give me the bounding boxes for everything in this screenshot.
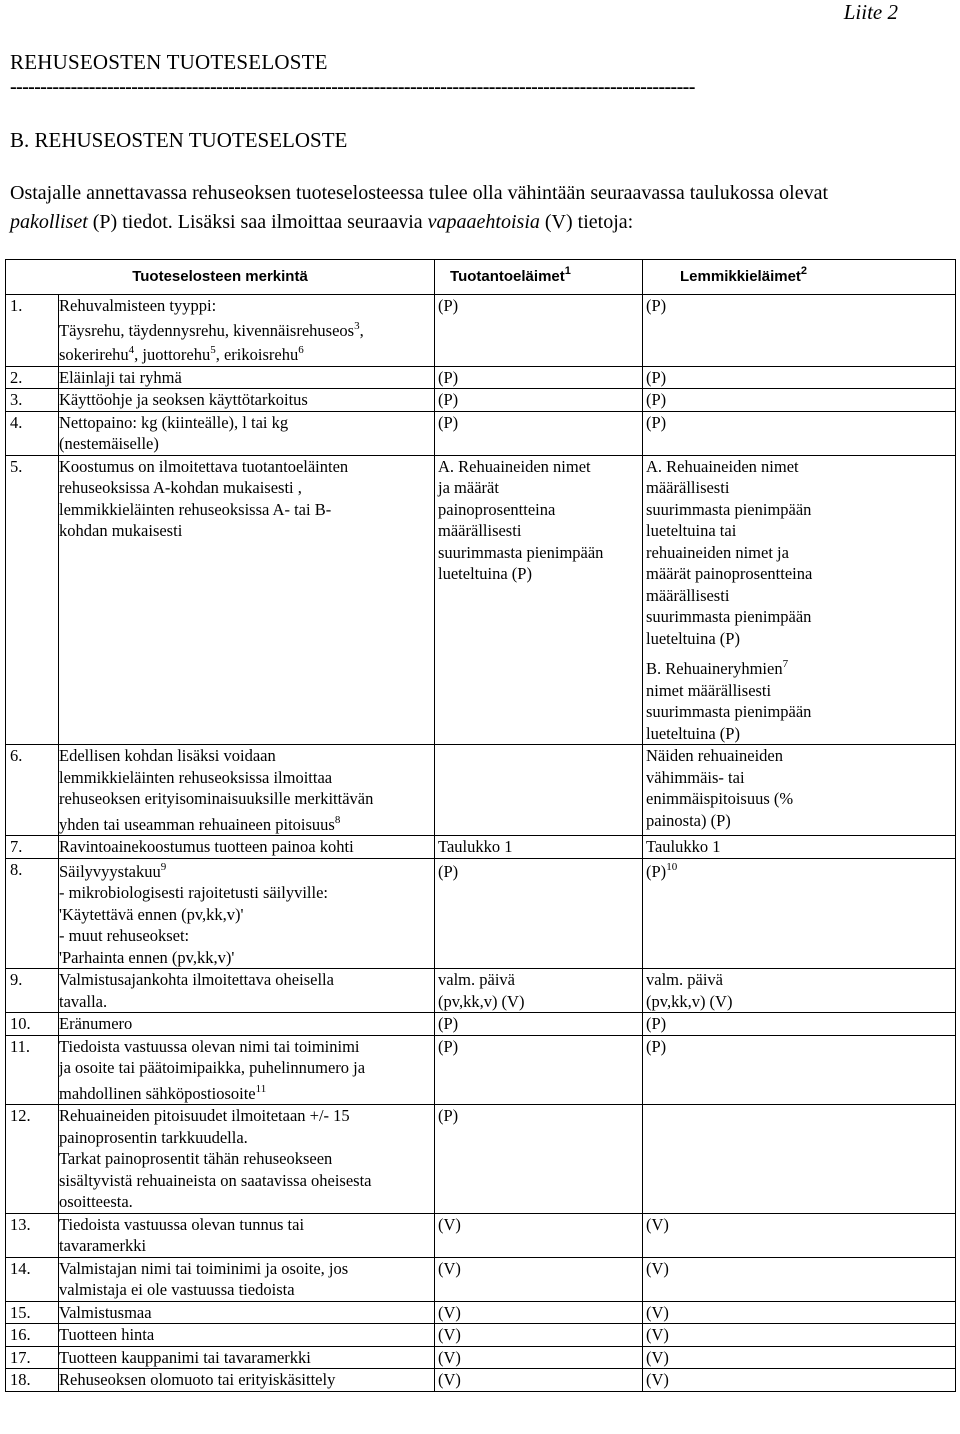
production-value: (P) — [435, 295, 643, 367]
row-number: 10. — [6, 1013, 59, 1036]
row-number: 17. — [6, 1346, 59, 1369]
table-row — [6, 1301, 956, 1324]
table-row — [6, 745, 956, 836]
production-composition: A. Rehuaineiden nimet ja määrät painoprosentteina määrällisesti suurimmasta pienimpään lueteltuina (P) — [435, 455, 643, 745]
pet-composition: A. Rehuaineiden nimet määrällisesti suurimmasta pienimpään lueteltuina tai rehuaineiden nimet ja määrät painoprosentteina määrällisesti suurimmasta pienimpään lueteltuina (P) B. Rehuaineryhmien$^7$ nimet määrällisesti suurimmasta pienimpään lueteltuina (P) — [643, 455, 956, 745]
row-text: Käyttöohje ja seoksen käyttötarkoitus — [59, 389, 435, 412]
pet-value: Taulukko 1 — [643, 836, 956, 859]
pet-value: (P) — [643, 389, 956, 412]
row-number: 9. — [6, 969, 59, 1013]
pet-value: (V) — [643, 1369, 956, 1392]
production-value: (V) — [435, 1257, 643, 1301]
production-value: (V) — [435, 1346, 643, 1369]
pet-value: (V) — [643, 1257, 956, 1301]
table-header-row — [6, 260, 956, 295]
row-text: Eränumero — [59, 1013, 435, 1036]
table-row — [6, 1369, 956, 1392]
separator-line: ----------------------------------------------------------------------------------------------------------------- — [10, 76, 695, 98]
header-production-animals: Tuotantoeläimet$^1$ — [435, 260, 643, 295]
production-value: (V) — [435, 1301, 643, 1324]
table-row — [6, 455, 956, 745]
production-value: (P) — [435, 1105, 643, 1214]
row-number: 4. — [6, 411, 59, 455]
row-text: Rehuaineiden pitoisuudet ilmoitetaan +/- 15 painoprosentin tarkkuudella. Tarkat painoprosentit tähän rehuseokseen sisältyvistä rehuaineista on saatavissa oheisesta osoitteesta. — [59, 1105, 435, 1214]
intro-text-b: (V) tietoja: — [539, 211, 634, 233]
table-row — [6, 1105, 956, 1214]
row-text: Valmistusmaa — [59, 1301, 435, 1324]
row-text: Koostumus on ilmoitettava tuotantoeläinten rehuseoksissa A-kohdan mukaisesti , lemmikkieläinten rehuseoksissa A- tai B- kohdan mukaisesti — [59, 455, 435, 745]
row-number: 6. — [6, 745, 59, 836]
appendix-label: Liite 2 — [843, 0, 898, 24]
pet-value — [643, 1105, 956, 1214]
pet-value: (P) — [643, 366, 956, 389]
production-value: (P) — [435, 389, 643, 412]
pet-value: (V) — [643, 1213, 956, 1257]
table-row — [6, 836, 956, 859]
row-number: 1. — [6, 295, 59, 367]
pet-value: (V) — [643, 1324, 956, 1347]
production-value: (V) — [435, 1324, 643, 1347]
intro-italic-mandatory: pakolliset — [10, 211, 88, 233]
row-number: 18. — [6, 1369, 59, 1392]
row-number: 13. — [6, 1213, 59, 1257]
pet-value: (V) — [643, 1301, 956, 1324]
production-value: Taulukko 1 — [435, 836, 643, 859]
row-number: 14. — [6, 1257, 59, 1301]
row-text: Tuotteen kauppanimi tai tavaramerkki — [59, 1346, 435, 1369]
row-number: 12. — [6, 1105, 59, 1214]
header-pets: Lemmikkieläimet$^2$ — [643, 260, 956, 295]
production-value: (P) — [435, 1013, 643, 1036]
intro-line-1: Ostajalle annettavassa rehuseoksen tuoteselosteessa tulee olla vähintään seuraavassa taulukossa olevat — [10, 182, 829, 204]
intro-text-a: (P) tiedot. Lisäksi saa ilmoittaa seuraavia — [87, 211, 428, 233]
row-text: Edellisen kohdan lisäksi voidaan lemmikkieläinten rehuseoksissa ilmoittaa rehuseoksen erityisominaisuuksille merkittävän yhden tai useamman rehuaineen pitoisuus$^8$ — [59, 745, 435, 836]
row-text: Säilyvyystakuu$^9$ - mikrobiologisesti rajoitetusti säilyville: 'Käytettävä ennen (pv,kk,v)' - muut rehuseokset: 'Parhainta ennen (pv,kk,v)' — [59, 858, 435, 969]
production-value: (V) — [435, 1213, 643, 1257]
pet-value: Näiden rehuaineiden vähimmäis- tai enimmäispitoisuus (% painosta) (P) — [643, 745, 956, 836]
table-row — [6, 858, 956, 969]
table-row — [6, 1257, 956, 1301]
table-row — [6, 969, 956, 1013]
row-text: Rehuseoksen olomuoto tai erityiskäsittely — [59, 1369, 435, 1392]
pet-value: (V) — [643, 1346, 956, 1369]
production-value: (P) — [435, 411, 643, 455]
pet-value: (P) — [643, 1035, 956, 1105]
row-text: Nettopaino: kg (kiinteälle), l tai kg (nestemäiselle) — [59, 411, 435, 455]
row-number: 11. — [6, 1035, 59, 1105]
row-text: Eläinlaji tai ryhmä — [59, 366, 435, 389]
row-text: Valmistusajankohta ilmoitettava oheisella tavalla. — [59, 969, 435, 1013]
row-text: Tiedoista vastuussa olevan tunnus tai tavaramerkki — [59, 1213, 435, 1257]
table-row — [6, 295, 956, 367]
table-row — [6, 411, 956, 455]
table-row — [6, 366, 956, 389]
intro-line-2 — [10, 211, 633, 234]
row-number: 15. — [6, 1301, 59, 1324]
row-number: 8. — [6, 858, 59, 969]
pet-value: $(P)^{10}$ — [643, 858, 956, 969]
table-row — [6, 1324, 956, 1347]
row-number: 16. — [6, 1324, 59, 1347]
pet-value: (P) — [643, 411, 956, 455]
product-label-table — [5, 259, 956, 1392]
row-text: Valmistajan nimi tai toiminimi ja osoite, jos valmistaja ei ole vastuussa tiedoista — [59, 1257, 435, 1301]
pet-value: (P) — [643, 295, 956, 367]
header-marking: Tuoteselosteen merkintä — [6, 260, 435, 295]
production-value: (V) — [435, 1369, 643, 1392]
table-row — [6, 1213, 956, 1257]
table-row — [6, 389, 956, 412]
production-value — [435, 745, 643, 836]
row-number: 3. — [6, 389, 59, 412]
pet-value: (P) — [643, 1013, 956, 1036]
document-title: REHUSEOSTEN TUOTESELOSTE — [10, 50, 328, 74]
row-text: Rehuvalmisteen tyyppi: Täysrehu, täydennysrehu, kivennäisrehuseos$^3$, sokerirehu$^4$, juottorehu$^5$, erikoisrehu$^6$ — [59, 295, 435, 367]
intro-italic-optional: vapaaehtoisia — [427, 211, 540, 233]
production-value: (P) — [435, 858, 643, 969]
row-number: 5. — [6, 455, 59, 745]
table-row — [6, 1346, 956, 1369]
table-row — [6, 1013, 956, 1036]
row-text: Ravintoainekoostumus tuotteen painoa kohti — [59, 836, 435, 859]
pet-value: valm. päivä (pv,kk,v) (V) — [643, 969, 956, 1013]
production-value: (P) — [435, 1035, 643, 1105]
row-number: 2. — [6, 366, 59, 389]
section-title: B. REHUSEOSTEN TUOTESELOSTE — [10, 128, 348, 152]
row-text: Tuotteen hinta — [59, 1324, 435, 1347]
production-value: valm. päivä (pv,kk,v) (V) — [435, 969, 643, 1013]
table-row — [6, 1035, 956, 1105]
row-text: Tiedoista vastuussa olevan nimi tai toiminimi ja osoite tai päätoimipaikka, puhelinnumero ja mahdollinen sähköpostiosoite$^{11}$ — [59, 1035, 435, 1105]
row-number: 7. — [6, 836, 59, 859]
production-value: (P) — [435, 366, 643, 389]
